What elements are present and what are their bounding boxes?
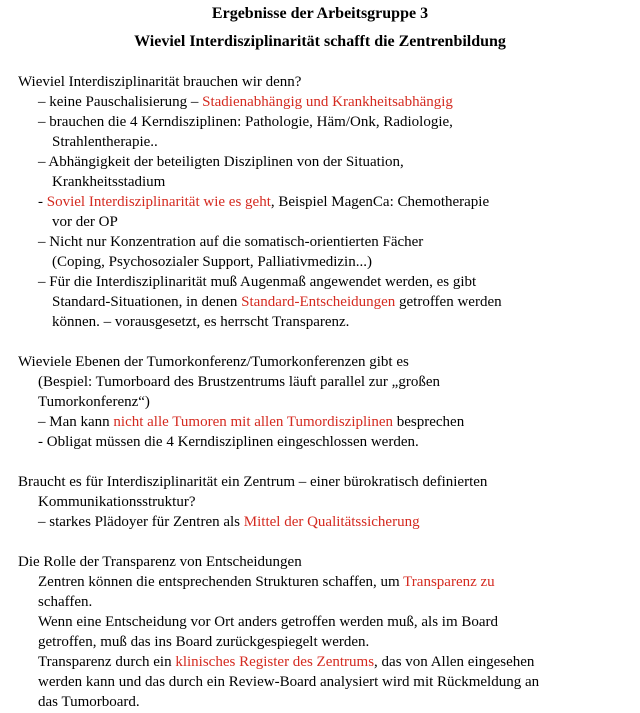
text-segment: besprechen xyxy=(393,414,465,430)
text-line xyxy=(52,172,165,192)
text-segment: (Coping, Psychosozialer Support, Palliativmedizin...) xyxy=(52,254,372,270)
text-line xyxy=(52,252,372,272)
text-line xyxy=(38,432,419,452)
highlighted-text: Soviel Interdisziplinarität wie es geht xyxy=(46,194,271,210)
text-line xyxy=(52,312,349,332)
text-line xyxy=(38,492,196,512)
text-line xyxy=(38,372,440,392)
text-segment: können. – vorausgesetzt, es herrscht Transparenz. xyxy=(52,314,350,330)
text-line xyxy=(52,212,118,232)
text-line xyxy=(38,692,140,712)
text-line xyxy=(38,632,369,652)
text-segment: das Tumorboard. xyxy=(38,694,140,710)
text-line xyxy=(38,392,150,412)
document-title: Ergebnisse der Arbeitsgruppe 3 xyxy=(211,5,429,22)
highlighted-text: Stadienabhängig und Krankheitsabhängig xyxy=(202,94,453,110)
text-segment: Tumorkonferenz“) xyxy=(38,394,150,410)
text-segment: – Man kann xyxy=(38,414,114,430)
text-line xyxy=(38,232,423,252)
text-line xyxy=(38,92,453,112)
highlighted-text: Mittel der Qualitätssicherung xyxy=(243,514,420,530)
document-subtitle: Wieviel Interdisziplinarität schafft die Zentrenbildung xyxy=(134,33,506,50)
text-line xyxy=(38,152,404,172)
text-line xyxy=(18,552,302,572)
text-segment: Strahlentherapie.. xyxy=(52,134,158,150)
text-segment: Wieviel Interdisziplinarität brauchen wir denn? xyxy=(18,74,302,90)
highlighted-text: nicht alle Tumoren mit allen Tumordisziplinen xyxy=(113,414,393,430)
text-line xyxy=(38,572,495,592)
highlighted-text: klinisches Register des Zentrums xyxy=(175,654,375,670)
text-segment: Wieviele Ebenen der Tumorkonferenz/Tumorkonferenzen gibt es xyxy=(18,354,409,370)
text-segment: – starkes Plädoyer für Zentren als xyxy=(38,514,244,530)
text-segment: Die Rolle der Transparenz von Entscheidungen xyxy=(18,554,302,570)
text-segment: , Beispiel MagenCa: Chemotherapie xyxy=(270,194,490,210)
text-segment: Krankheitsstadium xyxy=(52,174,166,190)
text-segment: – Nicht nur Konzentration auf die somatisch-orientierten Fächer xyxy=(38,234,424,250)
text-segment: Zentren können die entsprechenden Strukturen schaffen, um xyxy=(38,574,404,590)
text-segment: Wenn eine Entscheidung vor Ort anders getroffen werden muß, als im Board xyxy=(38,614,499,630)
text-line xyxy=(52,292,502,312)
text-segment: – Für die Interdisziplinarität muß Augenmaß angewendet werden, es gibt xyxy=(38,274,477,290)
text-line xyxy=(38,112,453,132)
text-segment: - xyxy=(38,194,47,210)
text-segment: Kommunikationsstruktur? xyxy=(38,494,196,510)
text-line xyxy=(38,672,539,692)
text-segment: – Abhängigkeit der beteiligten Disziplinen von der Situation, xyxy=(38,154,404,170)
text-segment: - Obligat müssen die 4 Kerndisziplinen eingeschlossen werden. xyxy=(38,434,419,450)
text-line xyxy=(38,192,489,212)
text-line xyxy=(18,472,487,492)
text-line xyxy=(18,352,409,372)
text-segment: werden kann und das durch ein Review-Board analysiert wird mit Rückmeldung an xyxy=(38,674,540,690)
highlighted-text: Transparenz zu xyxy=(403,574,495,590)
text-line xyxy=(18,72,301,92)
text-line xyxy=(52,132,158,152)
text-line xyxy=(38,272,476,292)
text-line xyxy=(38,652,534,672)
highlighted-text: Standard-Entscheidungen xyxy=(241,294,396,310)
text-segment: Braucht es für Interdisziplinarität ein Zentrum – einer bürokratisch definierten xyxy=(18,474,488,490)
text-segment: schaffen. xyxy=(38,594,93,610)
text-segment: (Bespiel: Tumorboard des Brustzentrums läuft parallel zur „großen xyxy=(38,374,440,390)
text-line xyxy=(38,592,92,612)
text-segment: getroffen, muß das ins Board zurückgespiegelt werden. xyxy=(38,634,370,650)
text-segment: vor der OP xyxy=(52,214,118,230)
text-line xyxy=(38,512,420,532)
text-line xyxy=(38,412,464,432)
text-segment: , das von Allen eingesehen xyxy=(374,654,535,670)
text-segment: Standard-Situationen, in denen xyxy=(52,294,242,310)
text-segment: getroffen werden xyxy=(395,294,502,310)
text-segment: – brauchen die 4 Kerndisziplinen: Pathologie, Häm/Onk, Radiologie, xyxy=(38,114,453,130)
text-segment: – keine Pauschalisierung – xyxy=(38,94,203,110)
text-line xyxy=(38,612,498,632)
text-segment: Transparenz durch ein xyxy=(38,654,176,670)
